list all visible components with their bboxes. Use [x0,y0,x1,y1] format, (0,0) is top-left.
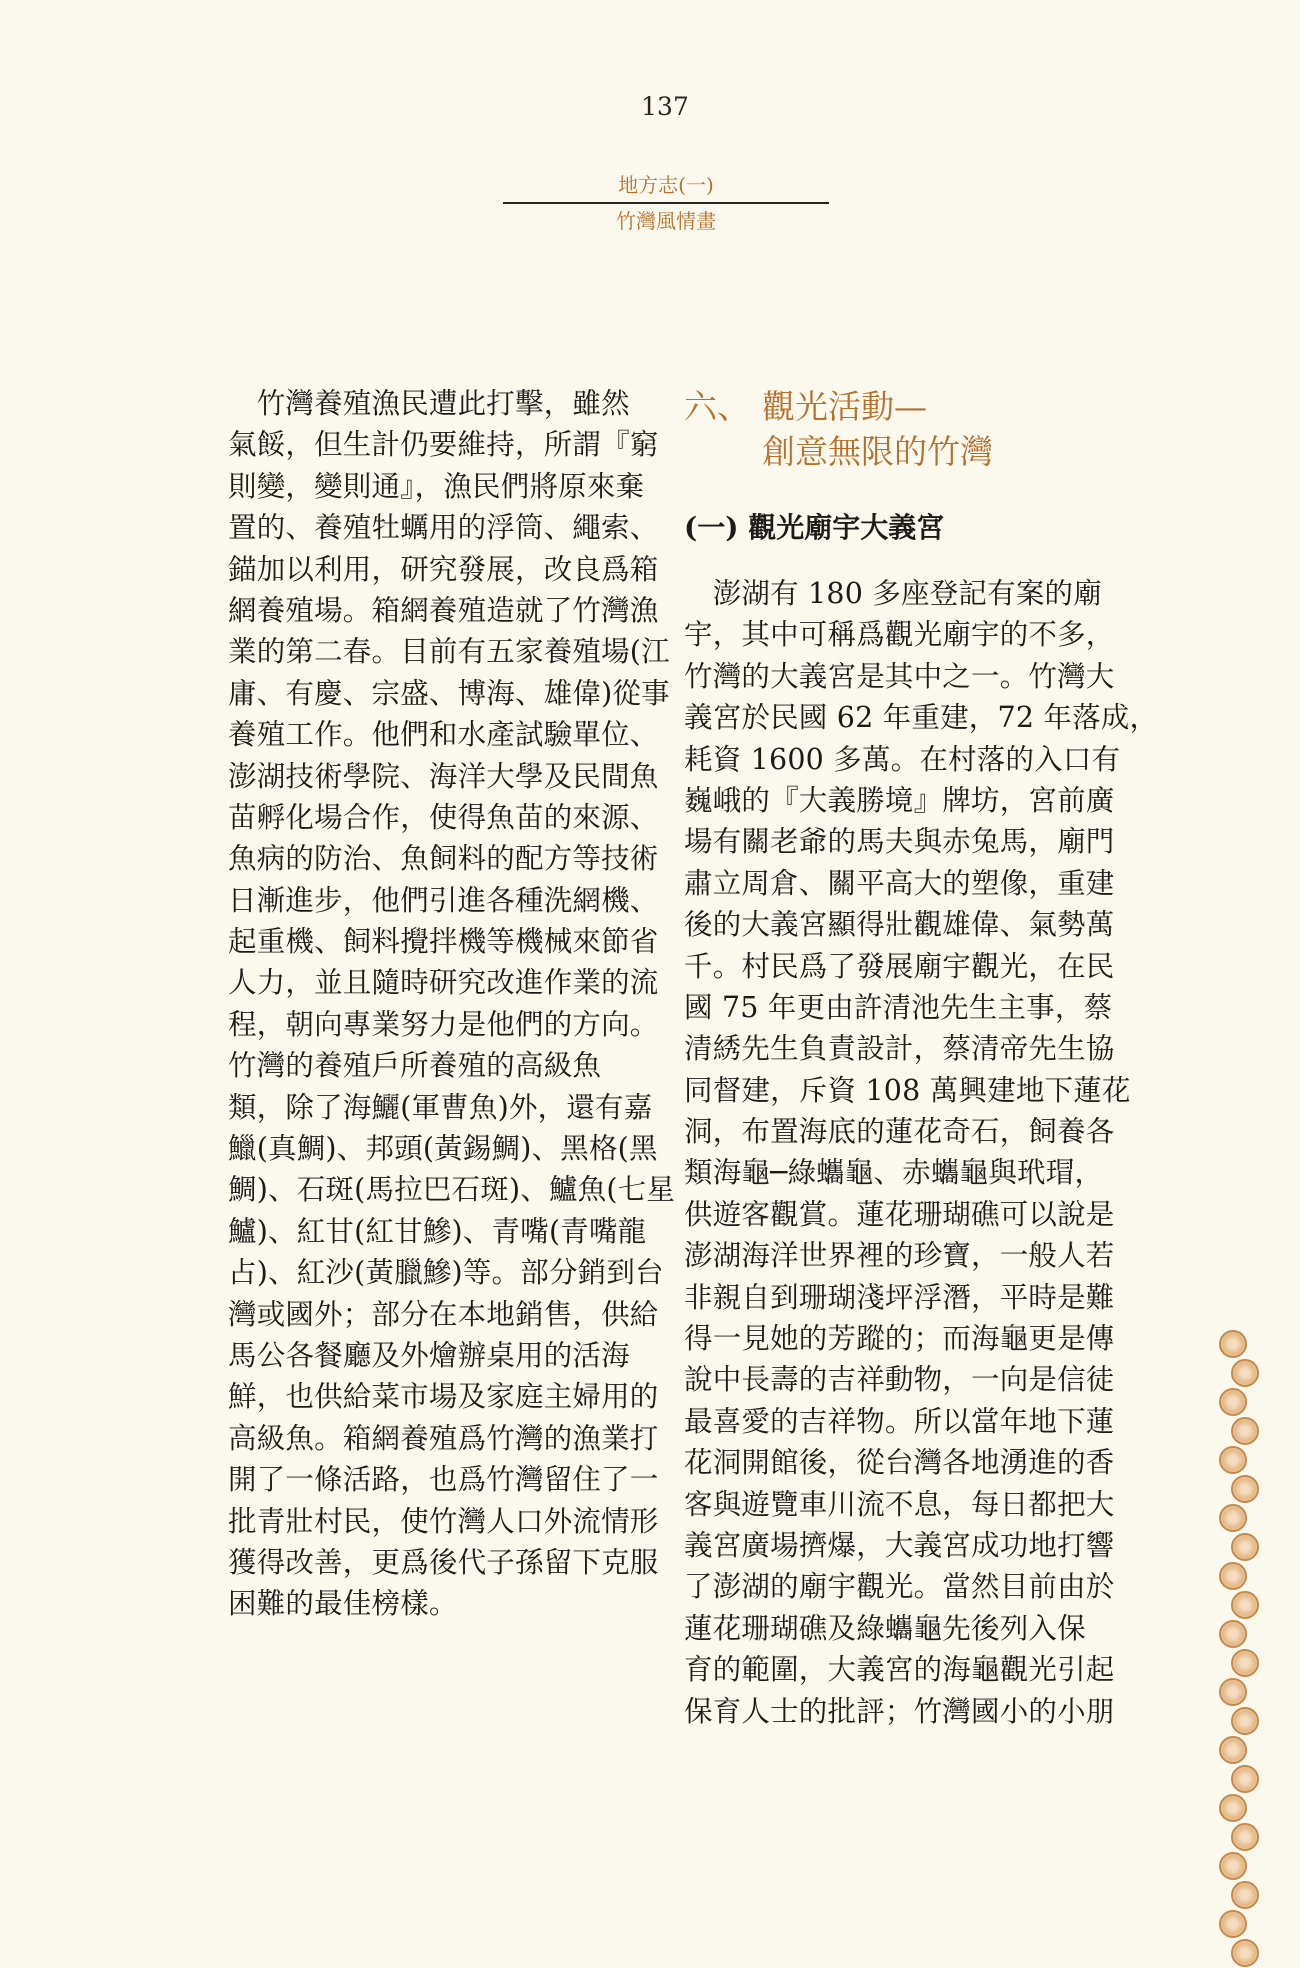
text-line: 置的、養殖牡蠣用的浮筒、繩索、 [228,511,659,545]
ornament-motif [1219,1910,1247,1938]
text-line: 蓮花珊瑚礁及綠蠵龜先後列入保 [684,1611,1086,1645]
ornament-motif [1231,1475,1259,1503]
text-line: 義宮廣場擠爆，大義宮成功地打響 [684,1528,1115,1562]
ornament-motif [1219,1852,1247,1880]
text-line: 後的大義宮顯得壯觀雄偉、氣勢萬 [684,908,1115,942]
ornament-motif [1219,1504,1247,1532]
section-title [684,384,993,474]
text-line: 類，除了海鱺(軍曹魚)外，還有嘉 [228,1090,653,1124]
text-line: 澎湖有 180 多座登記有案的廟 [684,577,1102,610]
series-title: 地方志(一) [618,173,714,197]
ornament-motif [1231,1533,1259,1561]
text-line: 批青壯村民，使竹灣人口外流情形 [228,1504,659,1538]
text-line: 高級魚。箱網養殖爲竹灣的漁業打 [228,1421,659,1455]
ornament-motif [1231,1881,1259,1909]
text-line: 程，朝向專業努力是他們的方向。 [228,1007,659,1041]
text-line: 竹灣的大義宮是其中之一。竹灣大 [684,659,1115,693]
text-line: 人力，並且隨時研究改進作業的流 [228,966,659,1000]
text-line: 最喜愛的吉祥物。所以當年地下蓮 [684,1404,1115,1438]
ornament-motif [1219,1794,1247,1822]
text-line: 了澎湖的廟宇觀光。當然目前由於 [684,1570,1115,1604]
running-head [503,172,829,235]
text-line: 耗資 1600 多萬。在村落的入口有 [684,742,1121,776]
decorative-ornament-strip [1213,1330,1263,1968]
text-line: 非親自到珊瑚淺坪浮潛，平時是難 [684,1280,1115,1314]
text-line: 庸、有慶、宗盛、博海、雄偉)從事 [228,676,670,710]
section-title-line1 [684,384,993,429]
ornament-motif [1231,1359,1259,1387]
left-column [228,383,676,1625]
text-line: 灣或國外；部分在本地銷售，供給 [228,1297,659,1331]
page-number: 137 [641,92,689,121]
text-line: 馬公各餐廳及外燴辦桌用的活海 [228,1338,630,1372]
text-line: 占)、紅沙(黃臘鰺)等。部分銷到台 [228,1256,664,1290]
text-line: 困難的最佳榜樣。 [228,1587,458,1621]
header-rule [503,202,829,204]
right-column [684,573,1159,1732]
text-line: 客與遊覽車川流不息，每日都把大 [684,1487,1115,1521]
text-line: 養殖工作。他們和水產試驗單位、 [228,718,659,752]
text-line: 竹灣的養殖戶所養殖的高級魚 [228,1049,602,1083]
text-line: 得一見她的芳蹤的；而海龜更是傳 [684,1322,1115,1356]
text-line: 錨加以利用，研究發展，改良爲箱 [228,552,659,586]
text-line: 澎湖技術學院、海洋大學及民間魚 [228,759,659,793]
text-line: 氣餒，但生計仍要維持，所謂『窮 [228,428,659,462]
text-line: 開了一條活路，也爲竹灣留住了一 [228,1463,659,1497]
ornament-motif [1231,1939,1259,1967]
text-line: 花洞開館後，從台灣各地湧進的香 [684,1446,1115,1480]
section-number: 六、 [684,387,750,426]
text-line: 網養殖場。箱網養殖造就了竹灣漁 [228,593,659,627]
text-line: 保育人士的批評；竹灣國小的小朋 [684,1694,1115,1728]
text-line: 鯛)、石斑(馬拉巴石斑)、鱸魚(七星 [228,1173,676,1207]
text-line: 鱸)、紅甘(紅甘鰺)、青嘴(青嘴龍 [228,1214,647,1248]
text-line: 千。村民爲了發展廟宇觀光，在民 [684,949,1115,983]
text-line: 供遊客觀賞。蓮花珊瑚礁可以說是 [684,1197,1115,1231]
text-line: 類海龜─綠蠵龜、赤蠵龜與玳瑁， [684,1156,1104,1190]
ornament-motif [1231,1649,1259,1677]
text-line: 巍峨的『大義勝境』牌坊，宮前廣 [684,783,1115,817]
book-title: 竹灣風情畫 [616,209,716,233]
ornament-motif [1219,1736,1247,1764]
text-line: 日漸進步，他們引進各種洗網機、 [228,883,659,917]
ornament-motif [1219,1678,1247,1706]
text-line: 清綉先生負責設計，蔡清帝先生協 [684,1032,1115,1066]
text-line: 獲得改善，更爲後代子孫留下克服 [228,1545,659,1579]
ornament-motif [1219,1620,1247,1648]
text-line: 洞，布置海底的蓮花奇石，飼養各 [684,1115,1115,1149]
text-line: 肅立周倉、關平高大的塑像，重建 [684,866,1115,900]
text-line: 鮮，也供給菜市場及家庭主婦用的 [228,1380,659,1414]
ornament-motif [1219,1562,1247,1590]
ornament-motif [1231,1417,1259,1445]
text-line: 澎湖海洋世界裡的珍寶，一般人若 [684,1239,1115,1273]
ornament-motif [1219,1330,1247,1358]
ornament-motif [1219,1388,1247,1416]
ornament-motif [1231,1823,1259,1851]
text-line: 說中長壽的吉祥動物，一向是信徒 [684,1363,1115,1397]
text-line: 苗孵化場合作，使得魚苗的來源、 [228,800,659,834]
subsection-title: (一) 觀光廟宇大義宮 [684,511,945,544]
text-line: 場有關老爺的馬夫與赤兔馬，廟門 [684,825,1115,859]
ornament-motif [1231,1591,1259,1619]
text-line: 鱲(真鯛)、邦頭(黃錫鯛)、黑格(黑 [228,1132,658,1166]
text-line: 國 75 年更由許清池先生主事，蔡 [684,990,1113,1024]
section-title-line2: 創意無限的竹灣 [762,432,993,471]
text-line: 業的第二春。目前有五家養殖場(江 [228,635,670,669]
text-line: 義宮於民國 62 年重建，72 年落成， [684,701,1159,735]
text-line: 起重機、飼料攪拌機等機械來節省 [228,925,659,959]
ornament-motif [1231,1765,1259,1793]
text-line: 則變，變則通』，漁民們將原來棄 [228,469,645,503]
text-line: 竹灣養殖漁民遭此打擊，雖然 [228,387,630,420]
text-line: 育的範圍，大義宮的海龜觀光引起 [684,1653,1115,1687]
text-line: 同督建，斥資 108 萬興建地下蓮花 [684,1073,1131,1107]
ornament-motif [1231,1707,1259,1735]
ornament-motif [1219,1446,1247,1474]
text-line: 宇，其中可稱爲觀光廟宇的不多， [684,618,1115,652]
section-title-text1: 觀光活動— [762,387,927,426]
text-line: 魚病的防治、魚飼料的配方等技術 [228,842,659,876]
